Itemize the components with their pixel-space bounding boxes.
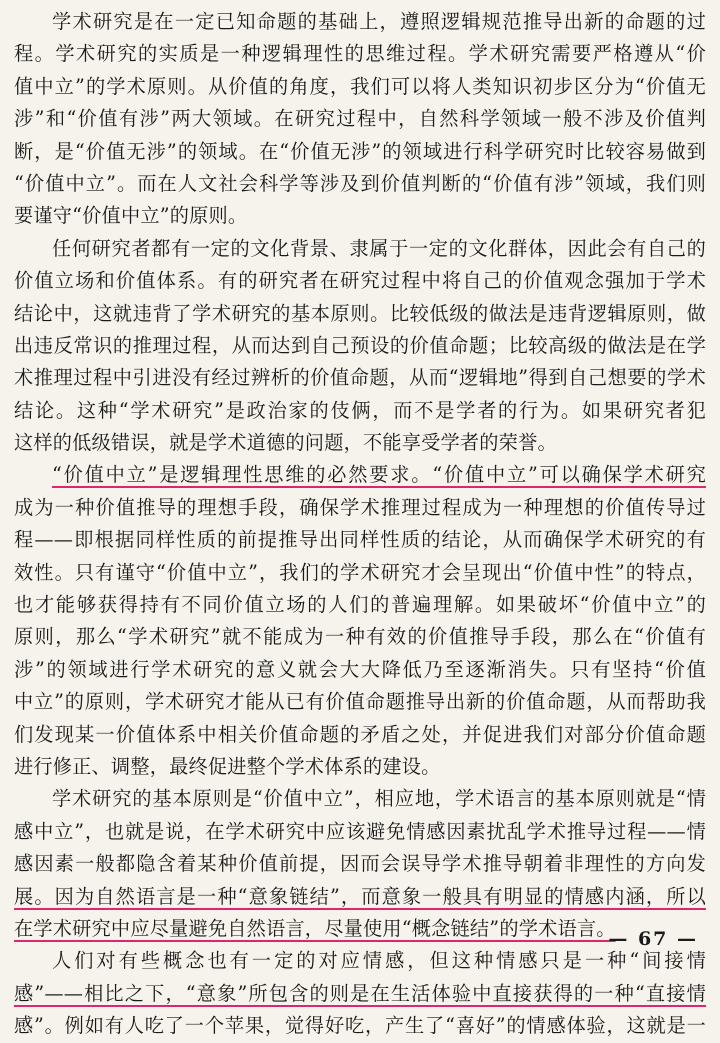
paragraph-2 [14,233,706,460]
text-line: 术推理过程中引进没有经过辨析的价值命题，从而“逻辑地”得到自己想要的学术 [14,366,706,390]
text-line: 人们对有些概念也有一定的对应情感，但这种情感只是一种“间接情 [52,949,706,973]
text-line: 程——即根据同样性质的前提推导出同样性质的结论，从而确保学术研究的有 [14,528,706,552]
text-line: 涉”和“价值有涉”两大领域。在研究过程中，自然科学领域一般不涉及价值判 [14,107,706,131]
text-line: 涉”的领域进行学术研究的意义就会大大降低乃至逐渐消失。只有坚持“价值 [14,657,706,681]
text-line: 结论。这种“学术研究”是政治家的伎俩，而不是学者的行为。如果研究者犯 [14,398,706,422]
text-line-underlined: 在学术研究中应尽量避免自然语言，尽量使用“概念链结”的学术语言。 [14,916,616,940]
text-line: 们发现某一价值体系中相关价值命题的矛盾之处，并促进我们对部分价值命题 [14,722,706,746]
text-line: 这样的低级错误，就是学术道德的问题，不能享受学者的荣誉。 [14,431,557,455]
text-line: 效性。只有谨守“价值中立”，我们的学术研究才会呈现出“价值中性”的特点， [14,560,706,584]
text-line: 成为一种价值推导的理想手段，确保学术推理过程成为一种理想的价值传导过 [14,495,706,519]
text-line: 感”。例如有人吃了一个苹果，觉得好吃，产生了“喜好”的情感体验，这就是一 [14,1014,706,1038]
paragraph-5 [14,945,706,1042]
text-line: 要谨守“价值中立”的原则。 [14,204,248,228]
text-line: 值中立”的学术原则。从价值的角度，我们可以将人类知识初步区分为“价值无 [14,74,706,98]
text-line: 中立”的原则，学术研究才能从已有价值命题推导出新的价值命题，从而帮助我 [14,690,706,714]
paragraph-1 [14,6,706,233]
text-line: 结论中，这就违背了学术研究的基本原则。比较低级的做法是违背逻辑原则，做 [14,301,706,325]
text-line: 原则，那么“学术研究”就不能成为一种有效的价值推导手段，那么在“价值有 [14,625,706,649]
text-line: 学术研究是在一定已知命题的基础上，遵照逻辑规范推导出新的命题的过 [52,10,706,33]
text-line-underlined: 展。因为自然语言是一种“意象链结”，而意象一般具有明显的情感内涵，所以 [14,884,706,908]
text-line: 也才能够获得持有不同价值立场的人们的普遍理解。如果破坏“价值中立”的 [14,593,706,617]
paragraph-3 [14,459,706,783]
paragraph-4 [14,783,706,945]
text-line-underlined: “价值中立”是逻辑理性思维的必然要求。“价值中立”可以确保学术研究 [52,463,706,487]
text-line: 任何研究者都有一定的文化背景、隶属于一定的文化群体，因此会有自己的 [52,236,706,260]
text-line: 程。学术研究的实质是一种逻辑理性的思维过程。学术研究需要严格遵从“价 [14,42,706,66]
text-line: 感中立”，也就是说，在学术研究中应该避免情感因素扰乱学术推导过程——情 [14,819,706,843]
text-line: 断，是“价值无涉”的领域。在“价值无涉”的领域进行科学研究时比较容易做到 [14,139,706,163]
page-number: — 67 — [608,928,698,950]
text-line: 进行修正、调整，最终促进整个学术体系的建设。 [14,754,441,778]
text-line: 出违反常识的推理过程，从而达到自己预设的价值命题；比较高级的做法是在学 [14,333,706,357]
text-line: 感因素一般都隐含着某种价值前提，因而会误导学术推导朝着非理性的方向发 [14,852,706,876]
text-line: “价值中立”。而在人文社会科学等涉及到价值判断的“价值有涉”领域，我们则 [14,171,706,195]
text-line-underlined: 感”——相比之下，“意象”所包含的则是在生活体验中直接获得的一种“直接情 [14,981,706,1005]
text-line: 价值立场和价值体系。有的研究者在研究过程中将自己的价值观念强加于学术 [14,269,706,293]
text-line: 学术研究的基本原则是“价值中立”，相应地，学术语言的基本原则就是“情 [52,787,706,811]
document-page [14,6,706,1043]
